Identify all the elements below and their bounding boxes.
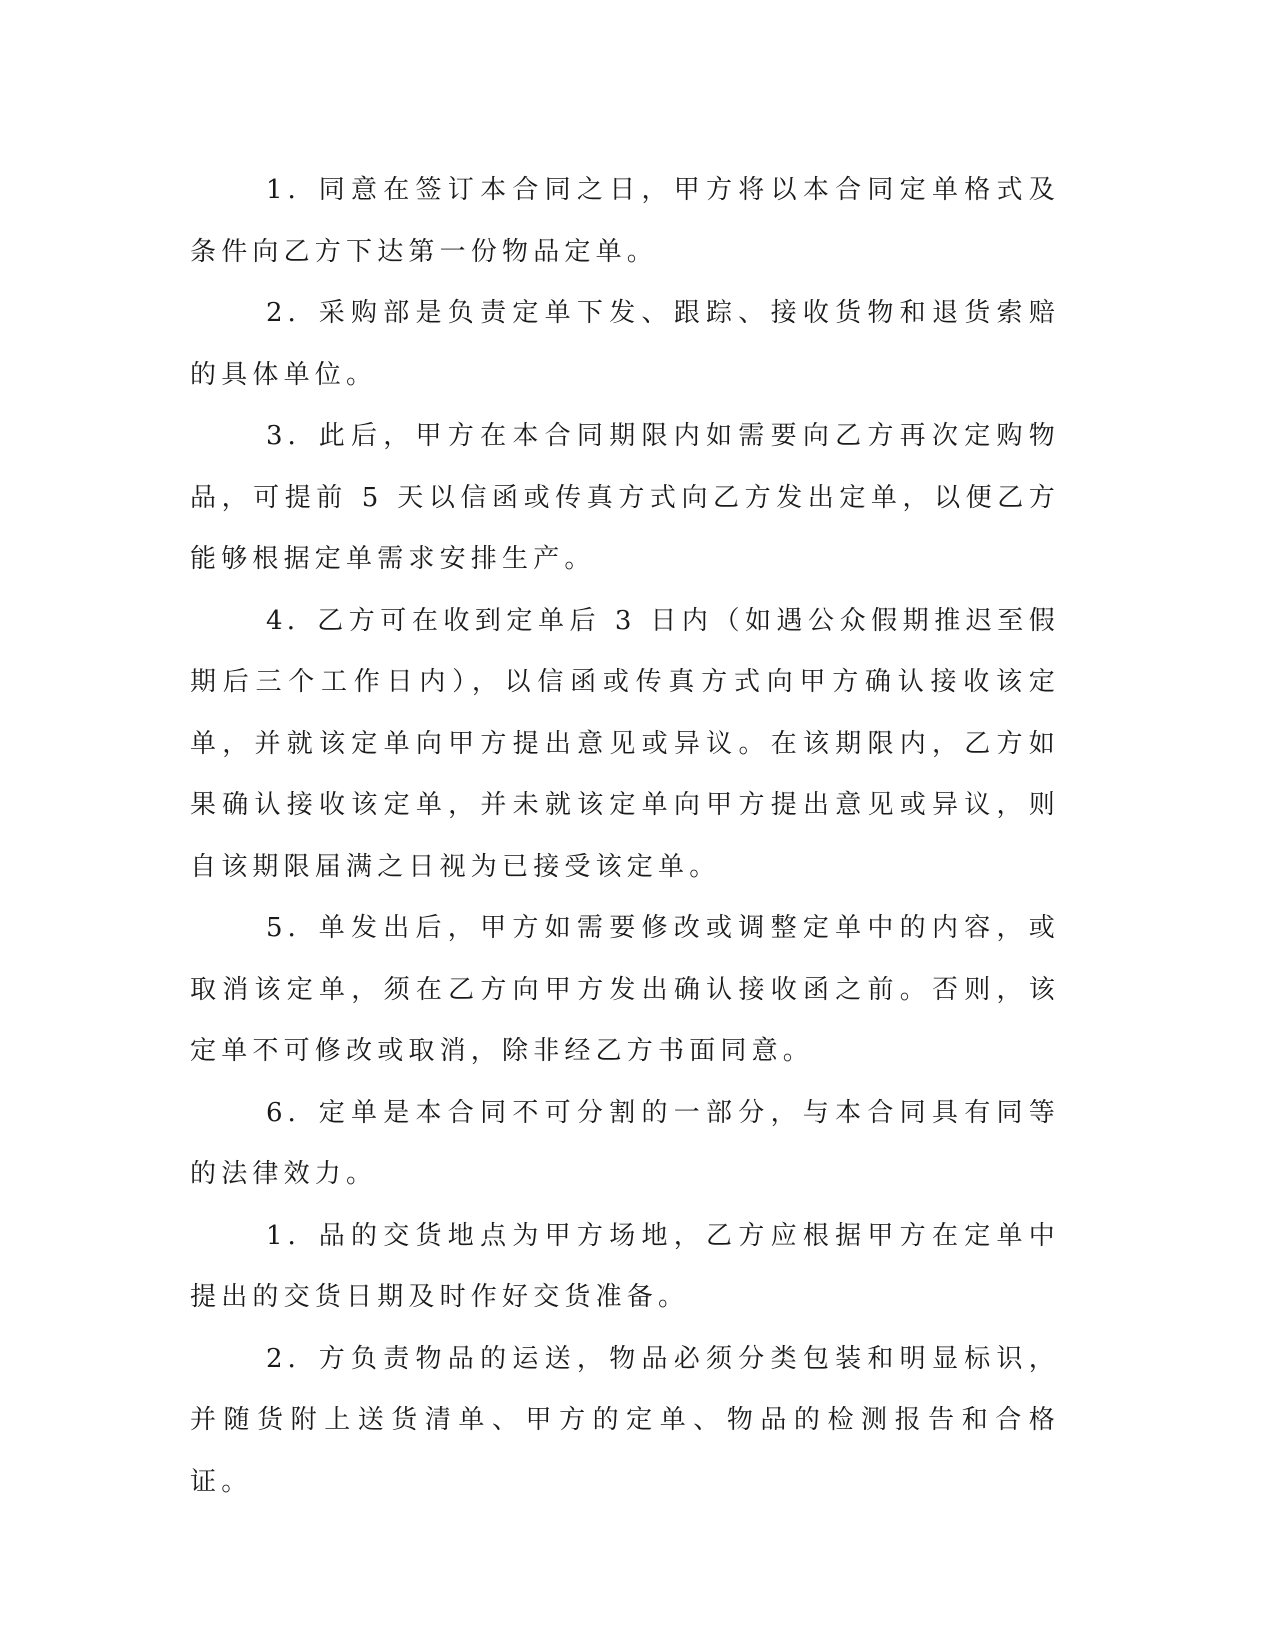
- paragraph-6: [190, 1083, 1060, 1206]
- paragraph-text: 品的交货地点为甲方场地，乙方应根据甲方在定单中提出的交货日期及时作好交货准备。: [190, 1220, 1060, 1312]
- paragraph-5: [190, 898, 1060, 1083]
- paragraph-number: 4．: [266, 605, 318, 636]
- paragraph-number: 1．: [266, 1220, 319, 1251]
- paragraph-number: 2．: [266, 1343, 319, 1374]
- paragraph-number: 6．: [266, 1097, 319, 1128]
- paragraph-text: 此后，甲方在本合同期限内如需要向乙方再次定购物品，可提前 5 天以信函或传真方式向乙方发出定单，以便乙方能够根据定单需求安排生产。: [190, 421, 1060, 574]
- paragraph-text: 方负责物品的运送，物品必须分类包装和明显标识，并随货附上送货清单、甲方的定单、物品的检测报告和合格证。: [190, 1343, 1060, 1497]
- paragraph-text: 同意在签订本合同之日，甲方将以本合同定单格式及条件向乙方下达第一份物品定单。: [190, 175, 1060, 267]
- paragraph-text: 单发出后，甲方如需要修改或调整定单中的内容，或取消该定单，须在乙方向甲方发出确认接收函之前。否则，该定单不可修改或取消，除非经乙方书面同意。: [190, 913, 1060, 1066]
- paragraph-8: [190, 1329, 1060, 1514]
- paragraph-4: [190, 591, 1060, 899]
- paragraph-text: 定单是本合同不可分割的一部分，与本合同具有同等的法律效力。: [190, 1097, 1060, 1189]
- paragraph-number: 2．: [266, 298, 319, 328]
- paragraph-2: [190, 283, 1060, 406]
- paragraph-number: 1．: [266, 175, 319, 205]
- paragraph-number: 3．: [266, 421, 319, 451]
- paragraph-text: 采购部是负责定单下发、跟踪、接收货物和退货索赔的具体单位。: [190, 298, 1060, 390]
- paragraph-number: 5．: [266, 913, 319, 943]
- paragraph-text: 乙方可在收到定单后 3 日内（如遇公众假期推迟至假期后三个工作日内），以信函或传真方式向甲方确认接收该定单，并就该定单向甲方提出意见或异议。在该期限内，乙方如果确认接收该定单，并未就该定单向甲方提出意见或异议，则自该期限届满之日视为已接受该定单。: [190, 605, 1060, 882]
- document-body: [190, 160, 1060, 1513]
- paragraph-1: [190, 160, 1060, 283]
- paragraph-7: [190, 1206, 1060, 1329]
- paragraph-3: [190, 406, 1060, 591]
